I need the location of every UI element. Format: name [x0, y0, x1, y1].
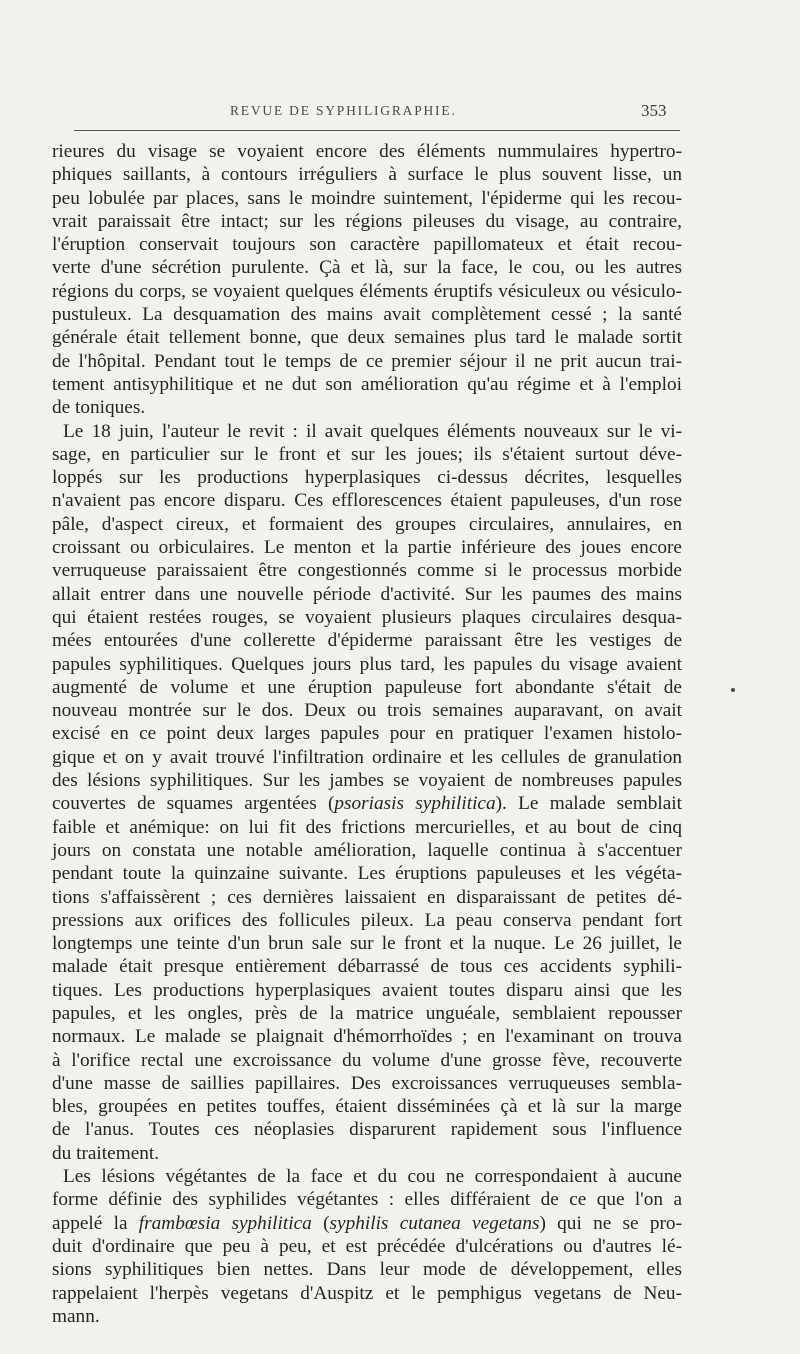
- italic-term: frambœsia syphilitica: [138, 1212, 312, 1234]
- text-line: pâle, d'aspect cireux, et formaient des groupes circulaires, annulaires, en: [52, 513, 682, 535]
- text-line: bles, groupées en petites touffes, étaient disséminées çà et là sur la marge: [52, 1096, 682, 1118]
- text-line: augmenté de volume et une éruption papuleuse fort abondante s'était de: [52, 676, 682, 698]
- text-line: verruqueuse paraissaient être congestionnés comme si le processus morbide: [52, 560, 682, 582]
- text-line: n'avaient pas encore disparu. Ces efflorescences étaient papuleuses, d'un rose: [52, 490, 682, 512]
- text-line: nouveau montrée sur le dos. Deux ou trois semaines auparavant, on avait: [52, 700, 682, 722]
- text-line: tiques. Les productions hyperplasiques avaient toutes disparu ainsi que les: [52, 979, 682, 1001]
- text-line: qui étaient restées rouges, se voyaient plusieurs plaques circulaires desqua-: [52, 606, 682, 628]
- text-line: tions s'affaissèrent ; ces dernières laissaient en disparaissant de petites dé-: [52, 886, 682, 908]
- text-line: rieures du visage se voyaient encore des éléments nummulaires hypertro-: [52, 141, 682, 162]
- body-text: [52, 140, 682, 1328]
- text-line: pendant toute la quinzaine suivante. Les éruptions papuleuses et les végéta-: [52, 863, 682, 885]
- text-line: tement antisyphilitique et ne dut son amélioration qu'au régime et à l'emploi: [52, 373, 682, 395]
- paragraph: [52, 140, 682, 420]
- text-line: duit d'ordinaire que peu à peu, et est précédée d'ulcérations ou d'autres lé-: [52, 1235, 682, 1257]
- text-line: générale était tellement bonne, que deux semaines plus tard le malade sortit: [52, 327, 682, 349]
- text-line: Le 18 juin, l'auteur le revit : il avait quelques éléments nouveaux sur le vi-: [63, 420, 682, 442]
- text-line: du traitement.: [52, 1142, 160, 1164]
- text-line: phiques saillants, à contours irréguliers à surface le plus souvent lisse, un: [52, 164, 682, 186]
- header-rule: [74, 130, 680, 131]
- text-line: verte d'une sécrétion purulente. Çà et là, sur la face, le cou, ou les autres: [52, 257, 682, 279]
- page-header: [0, 101, 800, 125]
- text-line: pressions aux orifices des follicules pileux. La peau conserva pendant fort: [52, 909, 682, 931]
- text-line: régions du corps, se voyaient quelques éléments éruptifs vésiculeux ou vésiculo-: [52, 280, 682, 302]
- text-line: jours on constata une notable amélioration, laquelle continua à s'accentuer: [52, 839, 682, 861]
- text-line: loppés sur les productions hyperplasiques ci-dessus décrites, lesquelles: [52, 467, 682, 489]
- text-line: excisé en ce point deux larges papules pour en pratiquer l'examen histolo-: [52, 723, 682, 745]
- text-line: appelé la frambœsia syphilitica (syphilis cutanea vegetans) qui ne se pro-: [52, 1212, 682, 1234]
- running-head: REVUE DE SYPHILIGRAPHIE.: [230, 103, 457, 118]
- text-line: papules syphilitiques. Quelques jours plus tard, les papules du visage avaient: [52, 653, 682, 675]
- text-line: Les lésions végétantes de la face et du cou ne correspondaient à aucune: [63, 1166, 682, 1188]
- text-line: vrait paraissait être intact; sur les régions pileuses du visage, au contraire,: [52, 210, 682, 232]
- italic-term: syphilis cutanea vegetans: [329, 1212, 540, 1234]
- paragraph: [52, 420, 682, 1166]
- text-line: pustuleux. La desquamation des mains avait complètement cessé ; la santé: [52, 304, 682, 326]
- text-line: couvertes de squames argentées (psoriasis syphilitica). Le malade semblait: [52, 793, 682, 815]
- text-line: d'une masse de saillies papillaires. Des excroissances verruqueuses sembla-: [52, 1072, 682, 1094]
- text-line: normaux. Le malade se plaignait d'hémorrhoïdes ; en l'examinant on trouva: [52, 1026, 682, 1048]
- text-line: faible et anémique: on lui fit des frictions mercurielles, et au bout de cinq: [52, 816, 682, 838]
- page-number: 353: [641, 101, 667, 120]
- text-line: mann.: [52, 1305, 100, 1327]
- margin-mark: [731, 688, 735, 692]
- text-line: malade était presque entièrement débarrassé de tous ces accidents syphili-: [52, 956, 682, 978]
- text-line: papules, et les ongles, près de la matrice unguéale, semblaient repousser: [52, 1002, 682, 1024]
- text-line: de l'hôpital. Pendant tout le temps de ce premier séjour il ne prit aucun trai-: [52, 350, 682, 372]
- text-line: de l'anus. Toutes ces néoplasies disparurent rapidement sous l'influence: [52, 1119, 682, 1141]
- text-line: peu lobulée par places, sans le moindre suintement, l'épiderme qui les recou-: [52, 187, 682, 209]
- text-line: gique et on y avait trouvé l'infiltration ordinaire et les cellules de granulation: [52, 746, 682, 768]
- text-line: rappelaient l'herpès vegetans d'Auspitz et le pemphigus vegetans de Neu-: [52, 1282, 682, 1304]
- text-line: des lésions syphilitiques. Sur les jambes se voyaient de nombreuses papules: [52, 770, 682, 792]
- italic-term: psoriasis syphilitica: [334, 793, 496, 815]
- paragraph: [52, 1165, 682, 1328]
- text-line: l'éruption conservait toujours son caractère papillomateux et était recou-: [52, 234, 682, 256]
- text-line: croissant ou orbiculaires. Le menton et la partie inférieure des joues encore: [52, 537, 682, 559]
- text-line: allait entrer dans une nouvelle période d'activité. Sur les paumes des mains: [52, 583, 682, 605]
- text-line: longtemps une teinte d'un brun sale sur le front et la nuque. Le 26 juillet, le: [52, 933, 682, 955]
- text-line: à l'orifice rectal une excroissance du volume d'une grosse fève, recouverte: [52, 1049, 682, 1071]
- text-line: de toniques.: [52, 397, 146, 419]
- text-line: sions syphilitiques bien nettes. Dans leur mode de développement, elles: [52, 1259, 682, 1281]
- text-line: sage, en particulier sur le front et sur les joues; ils s'étaient surtout déve-: [52, 443, 682, 465]
- text-line: mées entourées d'une collerette d'épiderme paraissant être les vestiges de: [52, 630, 682, 652]
- text-line: forme définie des syphilides végétantes : elles différaient de ce que l'on a: [52, 1189, 682, 1211]
